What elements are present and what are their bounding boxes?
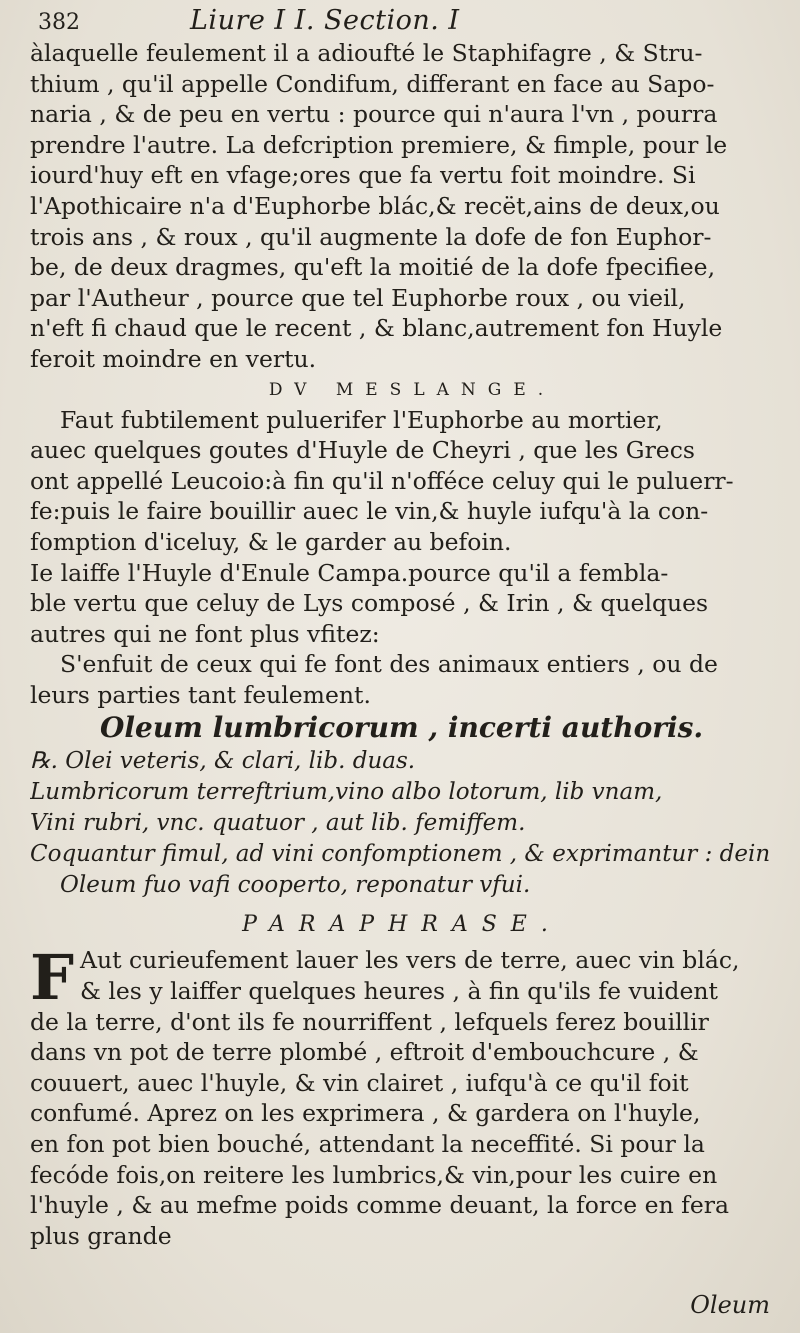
drop-capital: F [30, 945, 75, 1015]
recipe-line: Coquantur fimul, ad vini confomptionem , & exprimantur : dein [30, 841, 771, 868]
intro-paragraph [30, 38, 774, 375]
running-head: Liure I I. Section. I [190, 5, 460, 36]
meslange-paragraph [30, 405, 774, 711]
text-line: fecóde fois,on reitere les lumbrics,& vin,pour les cuire en [30, 1160, 718, 1189]
page-header [30, 6, 774, 38]
text-line: confumé. Aprez on les exprimera , & gardera on l'huyle, [30, 1099, 701, 1128]
text-line: l'Apothicaire n'a d'Euphorbe blác,& recët,ains de deux,ou [30, 191, 720, 220]
text-line: Aut curieufement lauer les vers de terre, auec vin blác, [80, 946, 740, 975]
text-line: l'huyle , & au mefme poids comme deuant, la force en fera [30, 1191, 730, 1220]
page-number: 382 [38, 10, 80, 35]
text-line: naria , & de peu en vertu : pource qui n'aura l'vn , pourra [30, 100, 718, 129]
paraphrase-paragraph [30, 945, 774, 1251]
text-line: fe:puis le faire bouillir auec le vin,& huyle iufqu'à la con- [30, 497, 709, 526]
text-line: feroit moindre en vertu. [30, 344, 317, 373]
text-line: thium , qu'il appelle Condifum, differant en face au Sapo- [30, 69, 715, 98]
text-line: par l'Autheur , pource que tel Euphorbe roux , ou vieil, [30, 283, 686, 312]
text-line: Faut fubtilement puluerifer l'Euphorbe au mortier, [60, 405, 663, 434]
recipe-block [30, 746, 774, 901]
catchword: Oleum [690, 1291, 770, 1319]
recipe-line: ℞. Olei veteris, & clari, lib. duas. [30, 748, 416, 775]
paraphrase-heading: PARAPHRASE. [242, 912, 562, 938]
text-line: dans vn pot de terre plombé , eftroit d'embouchcure , & [30, 1038, 699, 1067]
text-line: prendre l'autre. La defcription premiere, & fimple, pour le [30, 130, 728, 159]
text-line: n'eft fi chaud que le recent , & blanc,autrement fon Huyle [30, 314, 723, 343]
text-line: Ie laiffe l'Huyle d'Enule Campa.pource qu'il a fembla- [30, 558, 669, 587]
text-line: S'enfuit de ceux qui fe font des animaux entiers , ou de [60, 650, 718, 679]
text-line: leurs parties tant feulement. [30, 680, 371, 709]
section-heading: DV MESLANGE. [268, 379, 556, 400]
text-line: ont appellé Leucoio:à fin qu'il n'offéce celuy qui le puluerr- [30, 466, 734, 495]
text-line: en fon pot bien bouché, attendant la neceffité. Si pour la [30, 1130, 705, 1159]
text-line: trois ans , & roux , qu'il augmente la dofe de fon Euphor- [30, 222, 712, 251]
text-line: iourd'huy eft en vfage;ores que fa vertu foit moindre. Si [30, 161, 696, 190]
text-line: auec quelques goutes d'Huyle de Cheyri , que les Grecs [30, 436, 695, 465]
recipe-line: Vini rubri, vnc. quatuor , aut lib. femiffem. [30, 810, 526, 837]
text-line: plus grande [30, 1221, 172, 1250]
text-line: couuert, auec l'huyle, & vin clairet , iufqu'à ce qu'il foit [30, 1068, 689, 1097]
text-line: fomption d'iceluy, & le garder au befoin. [30, 527, 512, 556]
recipe-line: Lumbricorum terreftrium,vino albo lotorum, lib vnam, [30, 779, 663, 806]
text-line: autres qui ne font plus vfitez: [30, 619, 380, 648]
text-line: & les y laiffer quelques heures , à fin qu'ils fe vuident [80, 977, 718, 1006]
text-line: àlaquelle feulement il a adioufté le Staphifagre , & Stru- [30, 39, 703, 67]
text-line: be, de deux dragmes, qu'eft la moitié de la dofe fpecifiee, [30, 253, 716, 282]
text-line: de la terre, d'ont ils fe nourriffent , lefquels ferez bouillir [30, 1007, 709, 1036]
text-line: ble vertu que celuy de Lys composé , & Irin , & quelques [30, 589, 709, 618]
recipe-title: Oleum lumbricorum , incerti authoris. [100, 711, 704, 745]
recipe-line: Oleum fuo vafi cooperto, reponatur vfui. [60, 872, 531, 899]
